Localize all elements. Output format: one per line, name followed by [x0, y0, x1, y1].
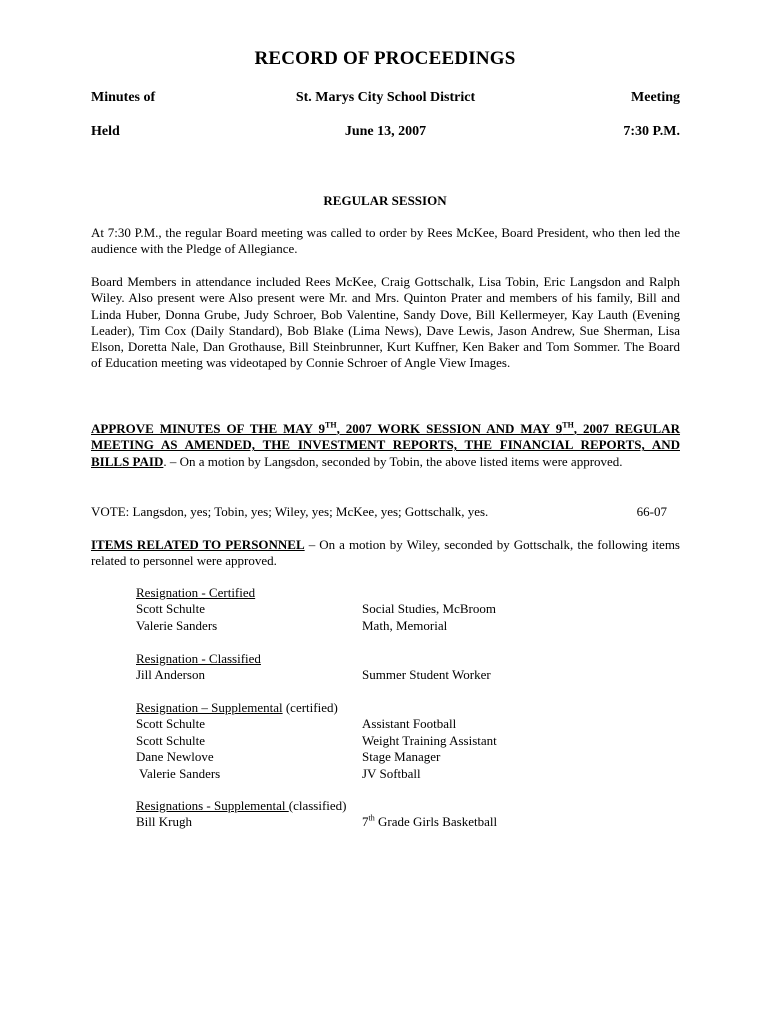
employee-name: Scott Schulte [136, 601, 205, 617]
employee-position: Summer Student Worker [362, 667, 491, 683]
employee-name: Jill Anderson [136, 667, 205, 683]
group-heading: Resignation – Supplemental (certified) [136, 700, 338, 715]
list-item [136, 667, 556, 683]
meeting-time: 7:30 P.M. [623, 124, 680, 139]
group-heading: Resignation - Certified [136, 585, 256, 600]
employee-name: Valerie Sanders [136, 617, 218, 633]
resignation-classified-group [136, 651, 556, 684]
approve-minutes-paragraph [91, 421, 680, 470]
list-item [136, 733, 556, 749]
employee-position: Weight Training Assistant [362, 732, 497, 748]
personnel-paragraph [91, 537, 680, 570]
personnel-heading: ITEMS RELATED TO PERSONNEL [91, 537, 305, 552]
meeting-date: June 13, 2007 [344, 124, 427, 139]
vote-line [91, 504, 667, 520]
employee-position: Math, Memorial [362, 617, 448, 633]
group-heading: Resignation - Classified [136, 651, 261, 666]
held-label: Held [91, 124, 120, 139]
employee-position: Assistant Football [362, 716, 457, 732]
employee-position: Stage Manager [362, 749, 441, 765]
personnel-text: – On a motion by Wiley, seconded by Gottschalk, the following items related to personnel were approved. [91, 537, 680, 569]
list-item [136, 601, 556, 617]
list-item [136, 716, 556, 732]
list-item [136, 618, 556, 634]
approve-heading: APPROVE MINUTES OF THE MAY 9TH, 2007 WORK SESSION AND MAY 9TH, 2007 REGULAR MEETING AS AMENDED, THE INVESTMENT REPORTS, THE FINANCIAL REPORTS, AND BILLS PAID [91, 420, 680, 469]
list-item [136, 766, 556, 782]
approve-text: . – On a motion by Langsdon, seconded by Tobin, the above listed items were approved. [163, 453, 623, 469]
employee-position: 7th Grade Girls Basketball [362, 814, 498, 830]
employee-name: Scott Schulte [136, 716, 205, 732]
employee-position: JV Softball [362, 765, 421, 781]
resignation-supplemental-certified-group [136, 700, 556, 782]
list-item [136, 749, 556, 765]
vote-text: VOTE: Langsdon, yes; Tobin, yes; Wiley, yes; McKee, yes; Gottschalk, yes. [91, 504, 489, 519]
attendance-paragraph: Board Members in attendance included Rees McKee, Craig Gottschalk, Lisa Tobin, Eric Langsdon and Ralph Wiley. Also present were Also present were Mr. and Mrs. Quinton Prater and members of his family, Bill and Linda Huber, Donna Grube, Judy Schroer, Bob Valentine, Sandy Dove, Bill Kellermeyer, Kay Lauth (Evening Leader), Tim Cox (Daily Standard), Bob Blake (Lima News), Dave Lewis, Jason Andrew, Sue Sherman, Lisa Elson, Doretta Nale, Dan Grothause, Bill Steinbrunner, Kurt Kuffner, Ken Baker and Tom Sommer. The Board of Education meeting was videotaped by Connie Schroer of Angle View Images. [91, 274, 680, 371]
employee-name: Dane Newlove [136, 749, 214, 765]
employee-name: Scott Schulte [136, 732, 205, 748]
resolution-number: 66-07 [636, 504, 667, 519]
resignations-supplemental-classified-group [136, 798, 556, 831]
list-item [136, 814, 556, 830]
district-name: St. Marys City School District [295, 90, 476, 105]
employee-position: Social Studies, McBroom [362, 601, 496, 617]
employee-name: Bill Krugh [136, 814, 192, 830]
resignation-certified-group [136, 585, 556, 634]
employee-name: Valerie Sanders [136, 765, 221, 781]
meeting-label: Meeting [631, 90, 680, 105]
minutes-of-label: Minutes of [91, 90, 156, 105]
intro-paragraph: At 7:30 P.M., the regular Board meeting was called to order by Rees McKee, Board President, who then led the audience with the Pledge of Allegiance. [91, 225, 680, 257]
document-title: RECORD OF PROCEEDINGS [254, 48, 516, 69]
session-title: REGULAR SESSION [323, 193, 447, 208]
group-heading: Resignations - Supplemental (classified) [136, 798, 347, 813]
